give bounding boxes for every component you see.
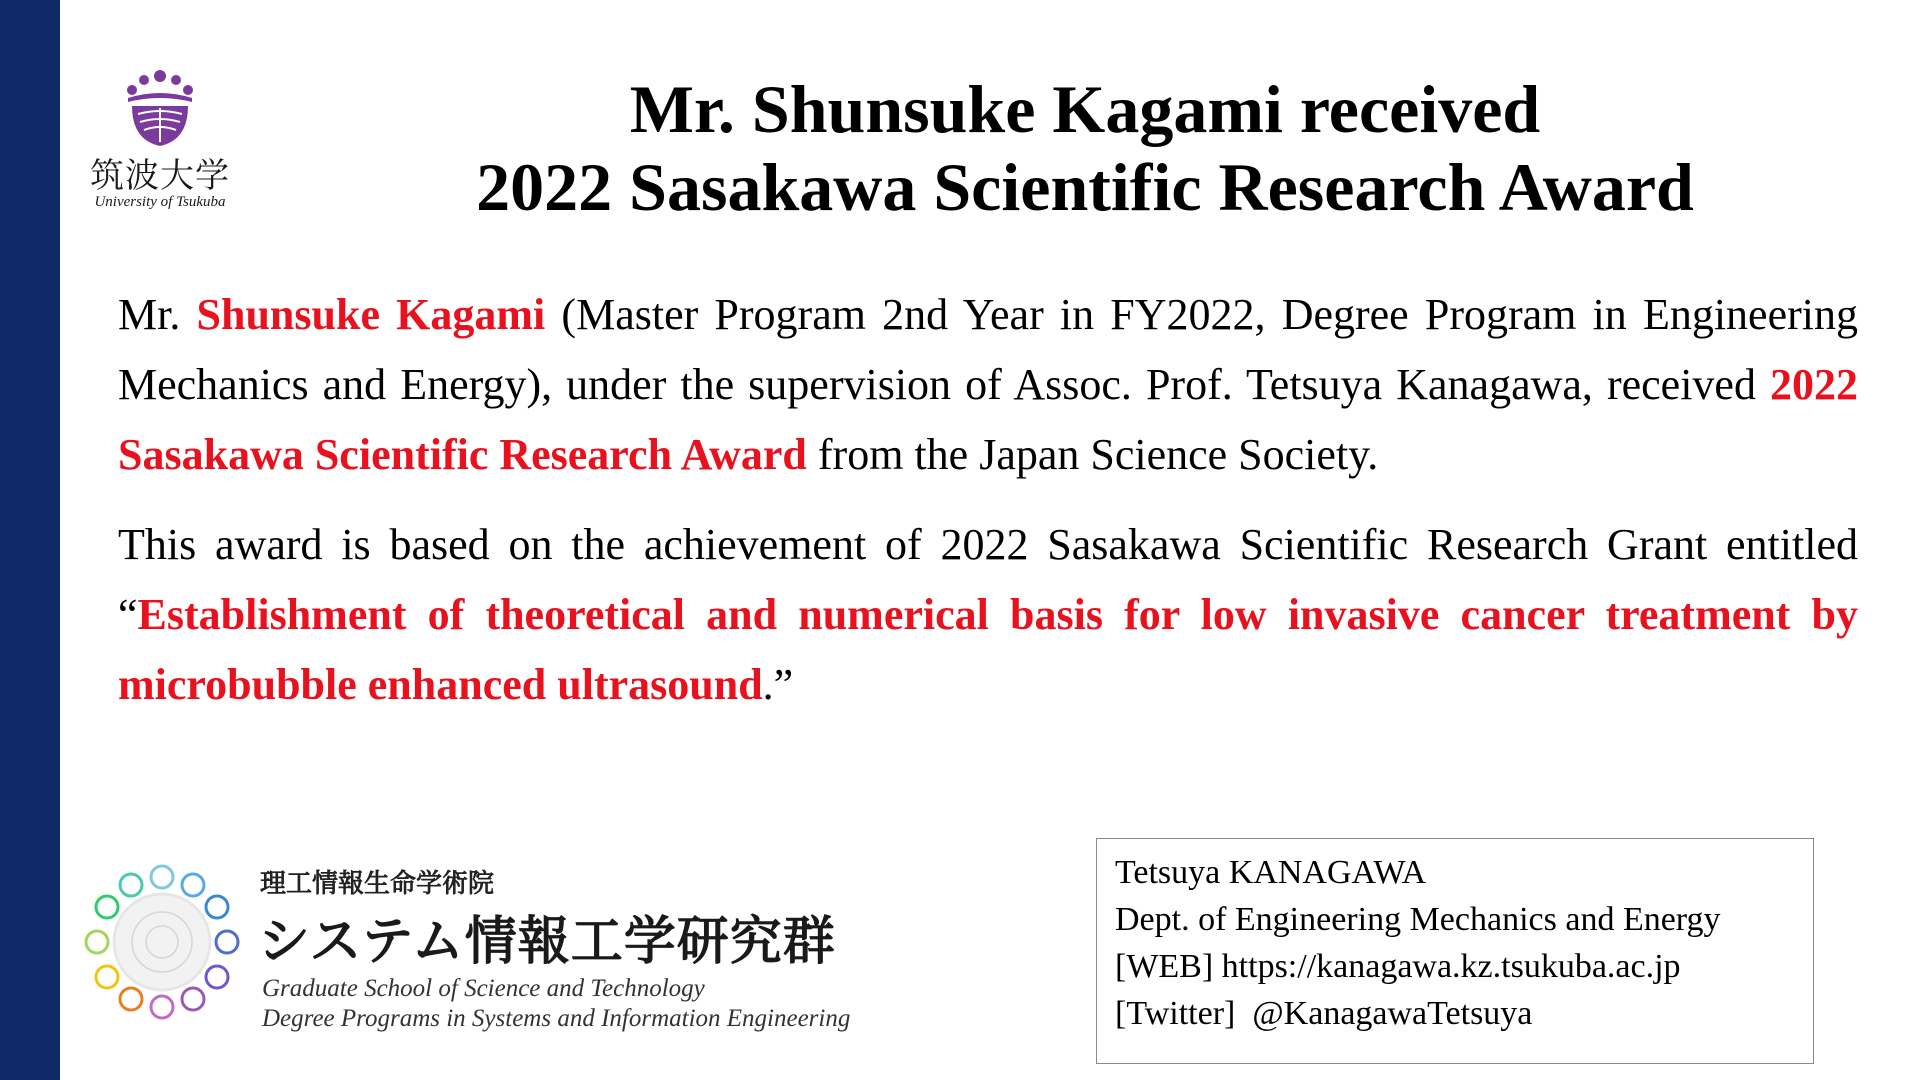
contact-twitter: [1115, 990, 1813, 1037]
school-name-en-1: Graduate School of Science and Technology: [262, 975, 705, 1002]
twitter-handle[interactable]: @KanagawaTetsuya: [1252, 995, 1533, 1032]
contact-name: Tetsuya KANAGAWA: [1115, 854, 1427, 891]
contact-web[interactable]: [WEB] https://kanagawa.kz.tsukuba.ac.jp: [1115, 948, 1681, 985]
graduate-school-logo: [75, 855, 975, 1040]
award-name: 2022 Sasakawa Scientific Research Award: [118, 360, 1858, 479]
p2-suffix: .”: [762, 660, 794, 709]
awardee-name: Shunsuke Kagami: [196, 290, 546, 339]
title-line-2: 2022 Sasakawa Scientific Research Award: [476, 149, 1694, 225]
contact-dept: Dept. of Engineering Mechanics and Energy: [1115, 901, 1721, 938]
contact-box: [1096, 838, 1814, 1064]
university-crest-icon: [118, 68, 202, 148]
body-text: [118, 280, 1858, 740]
school-name-top-ja: 理工情報生命学術院: [260, 869, 495, 899]
side-bar: [0, 0, 60, 1080]
twitter-label: [Twitter]: [1115, 995, 1236, 1032]
university-name-en: University of Tsukuba: [94, 194, 226, 210]
university-name-ja: 筑波大学: [90, 156, 230, 196]
p1-suffix: from the Japan Science Society.: [806, 430, 1379, 479]
p2-prefix: This award is based on the achievement of 2022 Sasakawa Scientific Research Grant entitled “: [118, 520, 1858, 639]
school-name-en-2: Degree Programs in Systems and Information Engineering: [262, 1005, 851, 1032]
university-logo: [80, 68, 240, 218]
school-name-main-ja: システム情報工学研究群: [258, 912, 836, 972]
p1-mid: (Master Program 2nd Year in FY2022, Degree Program in Engineering Mechanics and Energy), under the supervision of Assoc. Prof. Tetsuya Kanagawa, received: [118, 290, 1858, 409]
graduate-school-emblem-icon: [75, 855, 250, 1030]
page-title: [300, 70, 1870, 226]
p1-prefix: Mr.: [118, 290, 197, 339]
paragraph-award: [118, 280, 1858, 490]
paragraph-grant: [118, 510, 1858, 720]
title-line-1: Mr. Shunsuke Kagami received: [629, 71, 1541, 147]
grant-title: Establishment of theoretical and numerical basis for low invasive cancer treatment by microbubble enhanced ultrasound: [118, 590, 1858, 709]
